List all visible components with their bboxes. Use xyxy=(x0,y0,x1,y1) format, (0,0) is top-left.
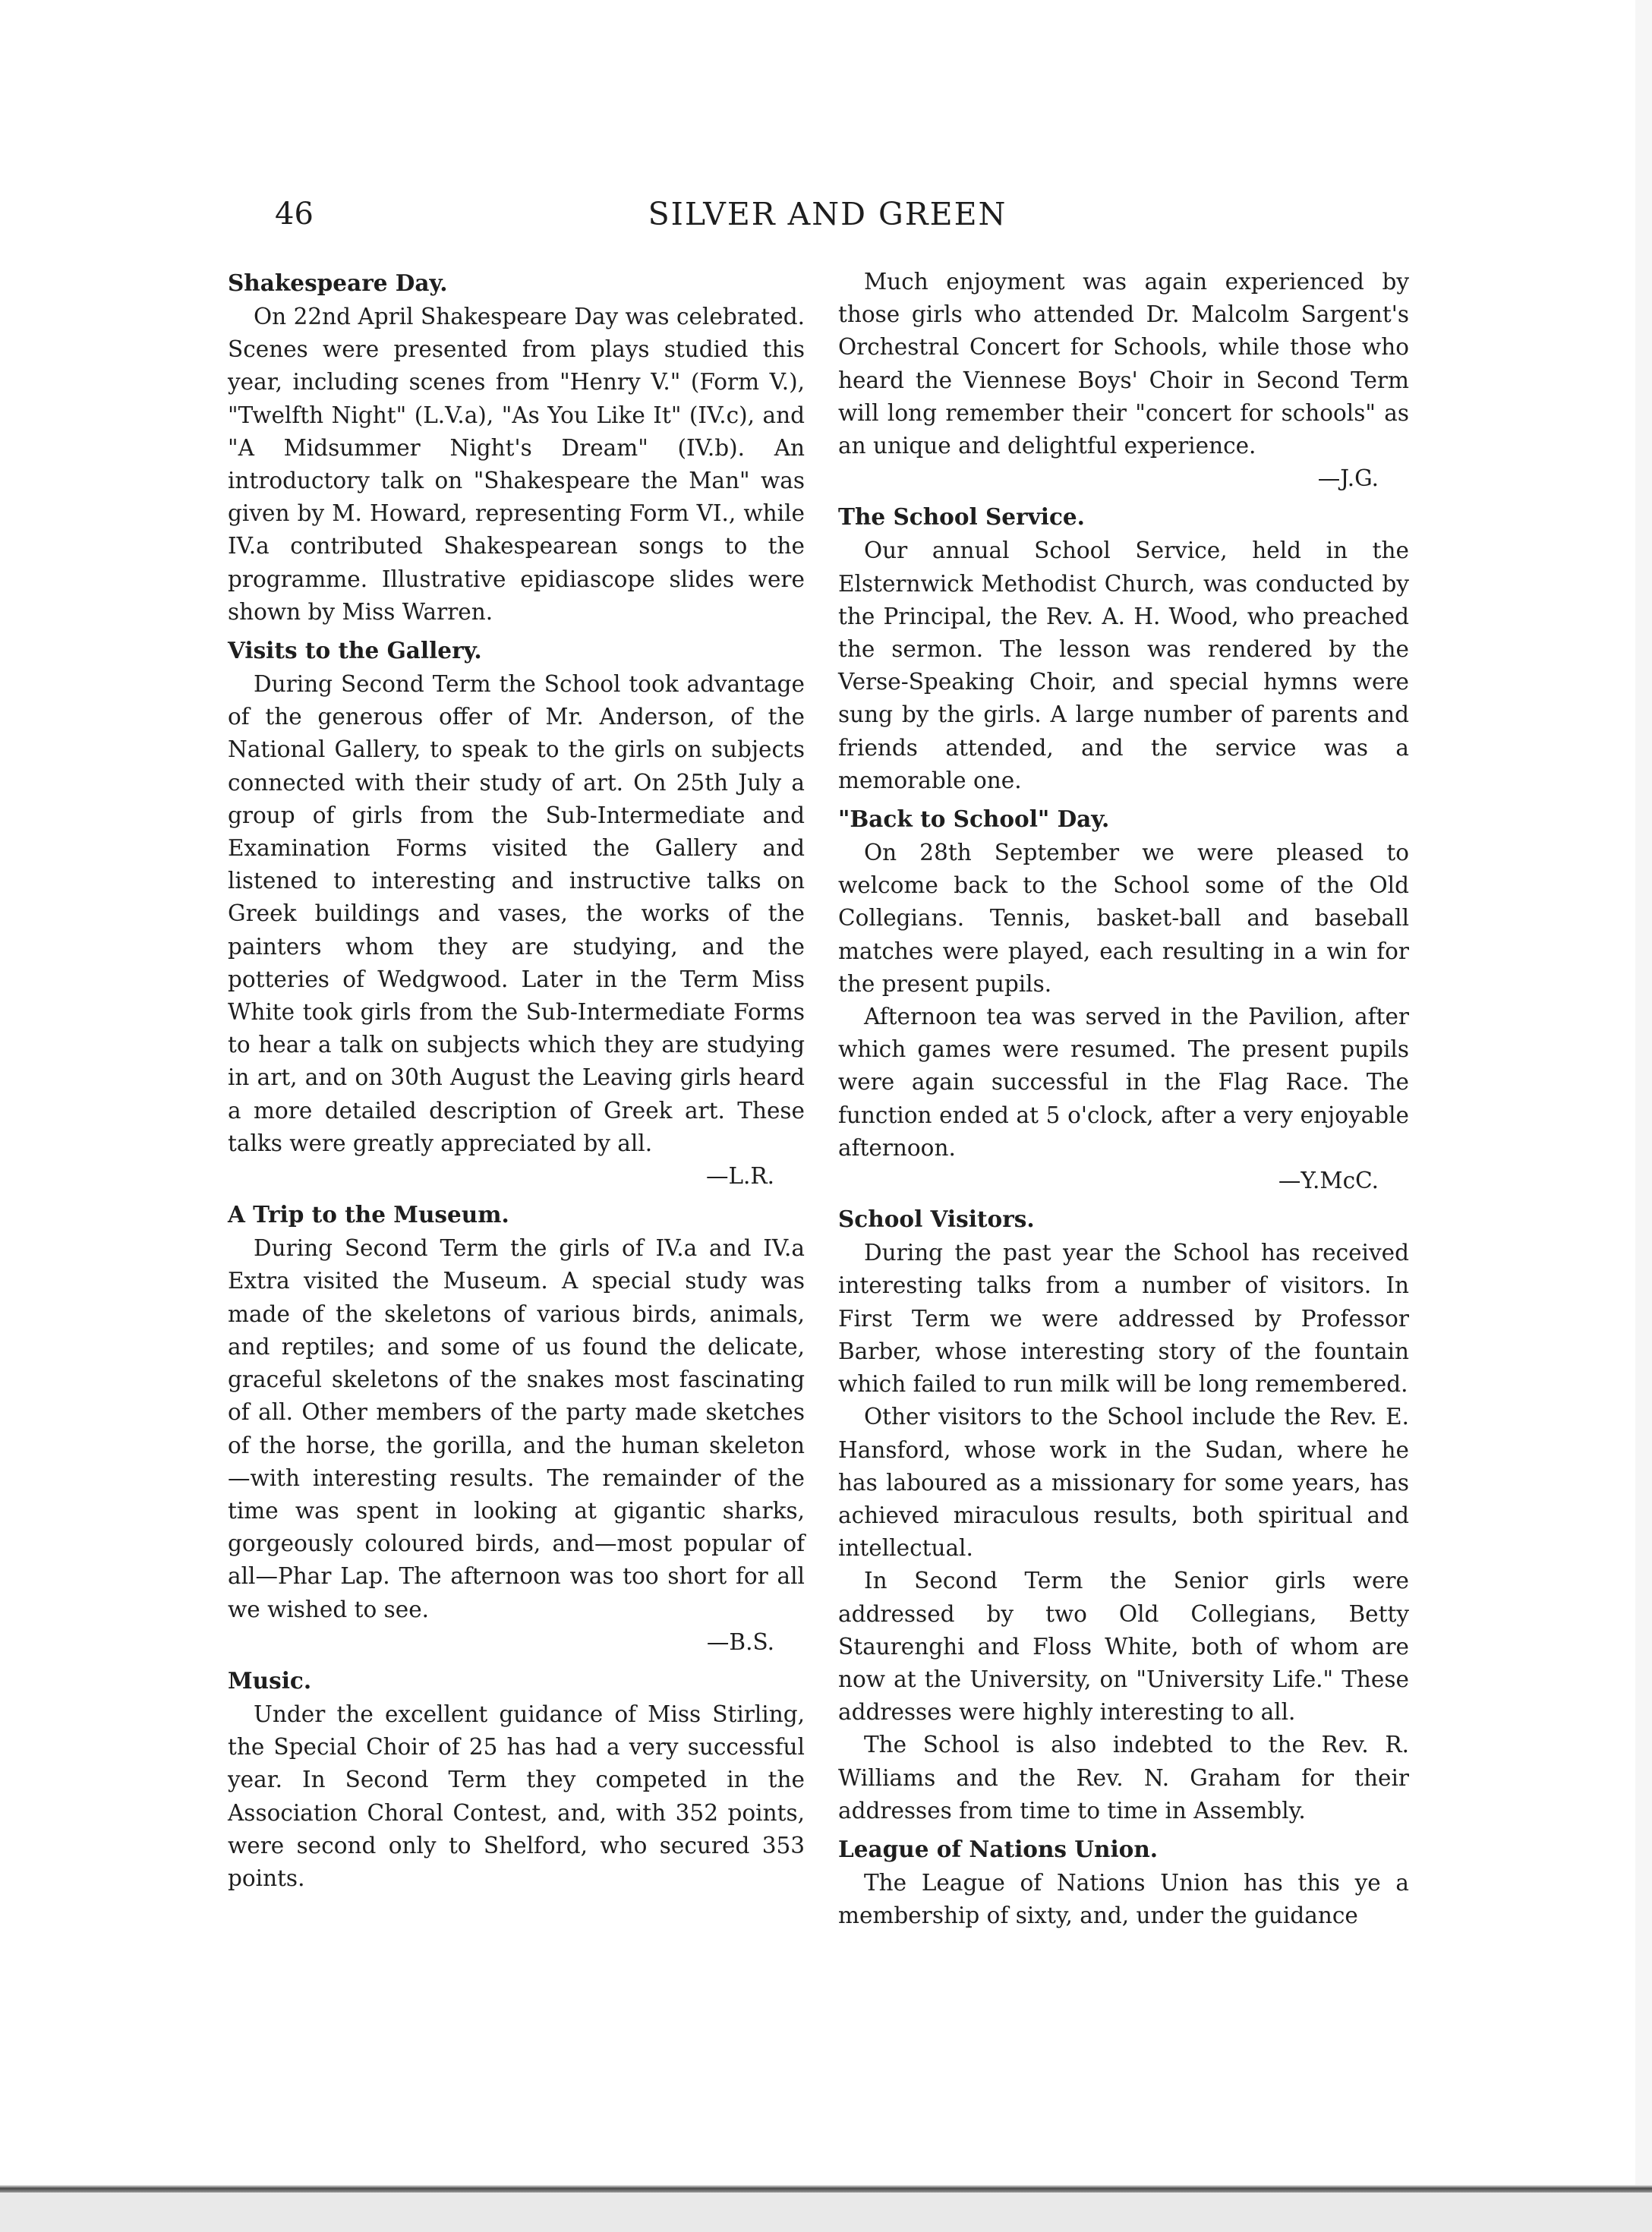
section-music xyxy=(228,1663,805,1895)
running-head-title: SILVER AND GREEN xyxy=(648,196,1007,232)
paragraph: Other visitors to the School include the Rev. E. Hansford, whose work in the Sudan, where he has laboured as a missionary for some years, has achieved miraculous results, both spiritual and intellectual. xyxy=(838,1404,1409,1562)
author-signature: —B.S. xyxy=(706,1628,774,1655)
paragraph: On 28th September we were pleased to welcome back to the School some of the Old Collegians. Tennis, basket-ball and baseball matches were played, each resulting in a win for the present pupils. xyxy=(838,840,1409,997)
right-column xyxy=(838,266,1409,1937)
paragraph: The League of Nations Union has this ye a membership of sixty, and, under the guidance xyxy=(838,1869,1409,1929)
scan-bottom-rule xyxy=(0,2185,1652,2193)
page-number: 46 xyxy=(275,197,314,232)
author-signature: —L.R. xyxy=(705,1163,774,1190)
section-back-to-school-day xyxy=(838,802,1409,1197)
paragraph: During the past year the School has received interesting talks from a number of visitors. In First Term we were addressed by Professor Barber, whose interesting story of the fountain which failed to run milk will be long remembered. xyxy=(838,1240,1409,1398)
paragraph: Much enjoyment was again experienced by those girls who attended Dr. Malcolm Sargent's Orchestral Concert for Schools, while those who heard the Viennese Boys' Choir in Second Term will long remember their "concert for schools" as an unique and delightful experience. xyxy=(838,269,1409,459)
section-heading: League of Nations Union. xyxy=(838,1835,1159,1862)
section-shakespeare-day xyxy=(228,266,805,629)
section-heading: Music. xyxy=(228,1666,312,1694)
paragraph: During Second Term the girls of IV.a and IV.a Extra visited the Museum. A special study was made of the skeletons of various birds, animals, and reptiles; and some of us found the delicate, graceful skeletons of the snakes most fascinating of all. Other members of the party made sketches of the horse, the gorilla, and the human skeleton—with interesting results. The remainder of the time was spent in looking at gigantic sharks, gorgeously coloured birds, and—most popular of all—Phar Lap. The afternoon was too short for all we wished to see. xyxy=(228,1235,805,1622)
paragraph: Our annual School Service, held in the Elsternwick Methodist Church, was conducted by the Principal, the Rev. A. H. Wood, who preached the sermon. The lesson was rendered by the Verse-Speaking Choir, and special hymns were sung by the girls. A large number of parents and friends attended, and the service was a memorable one. xyxy=(838,538,1409,793)
section-league-of-nations xyxy=(838,1832,1409,1932)
section-heading: The School Service. xyxy=(838,503,1085,531)
paragraph: In Second Term the Senior girls were addressed by two Old Collegians, Betty Staurenghi and Floss White, both of whom are now at the University, on "University Life." These addresses were highly interesting to all. xyxy=(838,1568,1409,1726)
paragraph: The School is also indebted to the Rev. R. Williams and the Rev. N. Graham for their addresses from time to time in Assembly. xyxy=(838,1732,1409,1824)
section-school-service xyxy=(838,500,1409,797)
section-heading: Shakespeare Day. xyxy=(228,270,448,296)
paragraph: Under the excellent guidance of Miss Stirling, the Special Choir of 25 has had a very successful year. In Second Term they competed in the Association Choral Contest, and, with 352 points, were second only to Shelford, who secured 353 points. xyxy=(228,1701,805,1891)
scan-bottom-shadow xyxy=(0,2193,1652,2232)
section-visits-to-gallery xyxy=(228,633,805,1193)
author-signature: —Y.McC. xyxy=(1278,1168,1379,1194)
section-heading: Visits to the Gallery. xyxy=(228,637,482,664)
author-signature: —J.G. xyxy=(1317,465,1379,492)
paragraph: Afternoon tea was served in the Pavilion, after which games were resumed. The present pupils were again successful in the Flag Race. The function ended at 5 o'clock, after a very enjoyable afternoon. xyxy=(838,1004,1409,1161)
paragraph: On 22nd April Shakespeare Day was celebrated. Scenes were presented from plays studied this year, including scenes from "Henry V." (Form V.), "Twelfth Night" (L.V.a), "As You Like It" (IV.c), and "A Midsummer Night's Dream" (IV.b). An introductory talk on "Shakespeare the Man" was given by M. Howard, representing Form VI., while IV.a contributed Shakespearean songs to the programme. Illustrative epidiascope slides were shown by Miss Warren. xyxy=(228,304,805,625)
left-column xyxy=(228,266,805,1899)
section-heading: School Visitors. xyxy=(838,1206,1035,1233)
section-heading: "Back to School" Day. xyxy=(838,805,1110,833)
section-music-continued xyxy=(838,266,1409,495)
section-heading: A Trip to the Museum. xyxy=(228,1201,509,1228)
section-school-visitors xyxy=(838,1202,1409,1827)
scan-edge xyxy=(1635,0,1652,2232)
paragraph: During Second Term the School took advantage of the generous offer of Mr. Anderson, of the National Gallery, to speak to the girls on subjects connected with their study of art. On 25th July a group of girls from the Sub-Intermediate and Examination Forms visited the Gallery and listened to interesting and instructive talks on Greek buildings and vases, the works of the painters whom they are studying, and the potteries of Wedgwood. Later in the Term Miss White took girls from the Sub-Intermediate Forms to hear a talk on subjects which they are studying in art, and on 30th August the Leaving girls heard a more detailed description of Greek art. These talks were greatly appreciated by all. xyxy=(228,671,805,1156)
section-trip-to-museum xyxy=(228,1197,805,1659)
